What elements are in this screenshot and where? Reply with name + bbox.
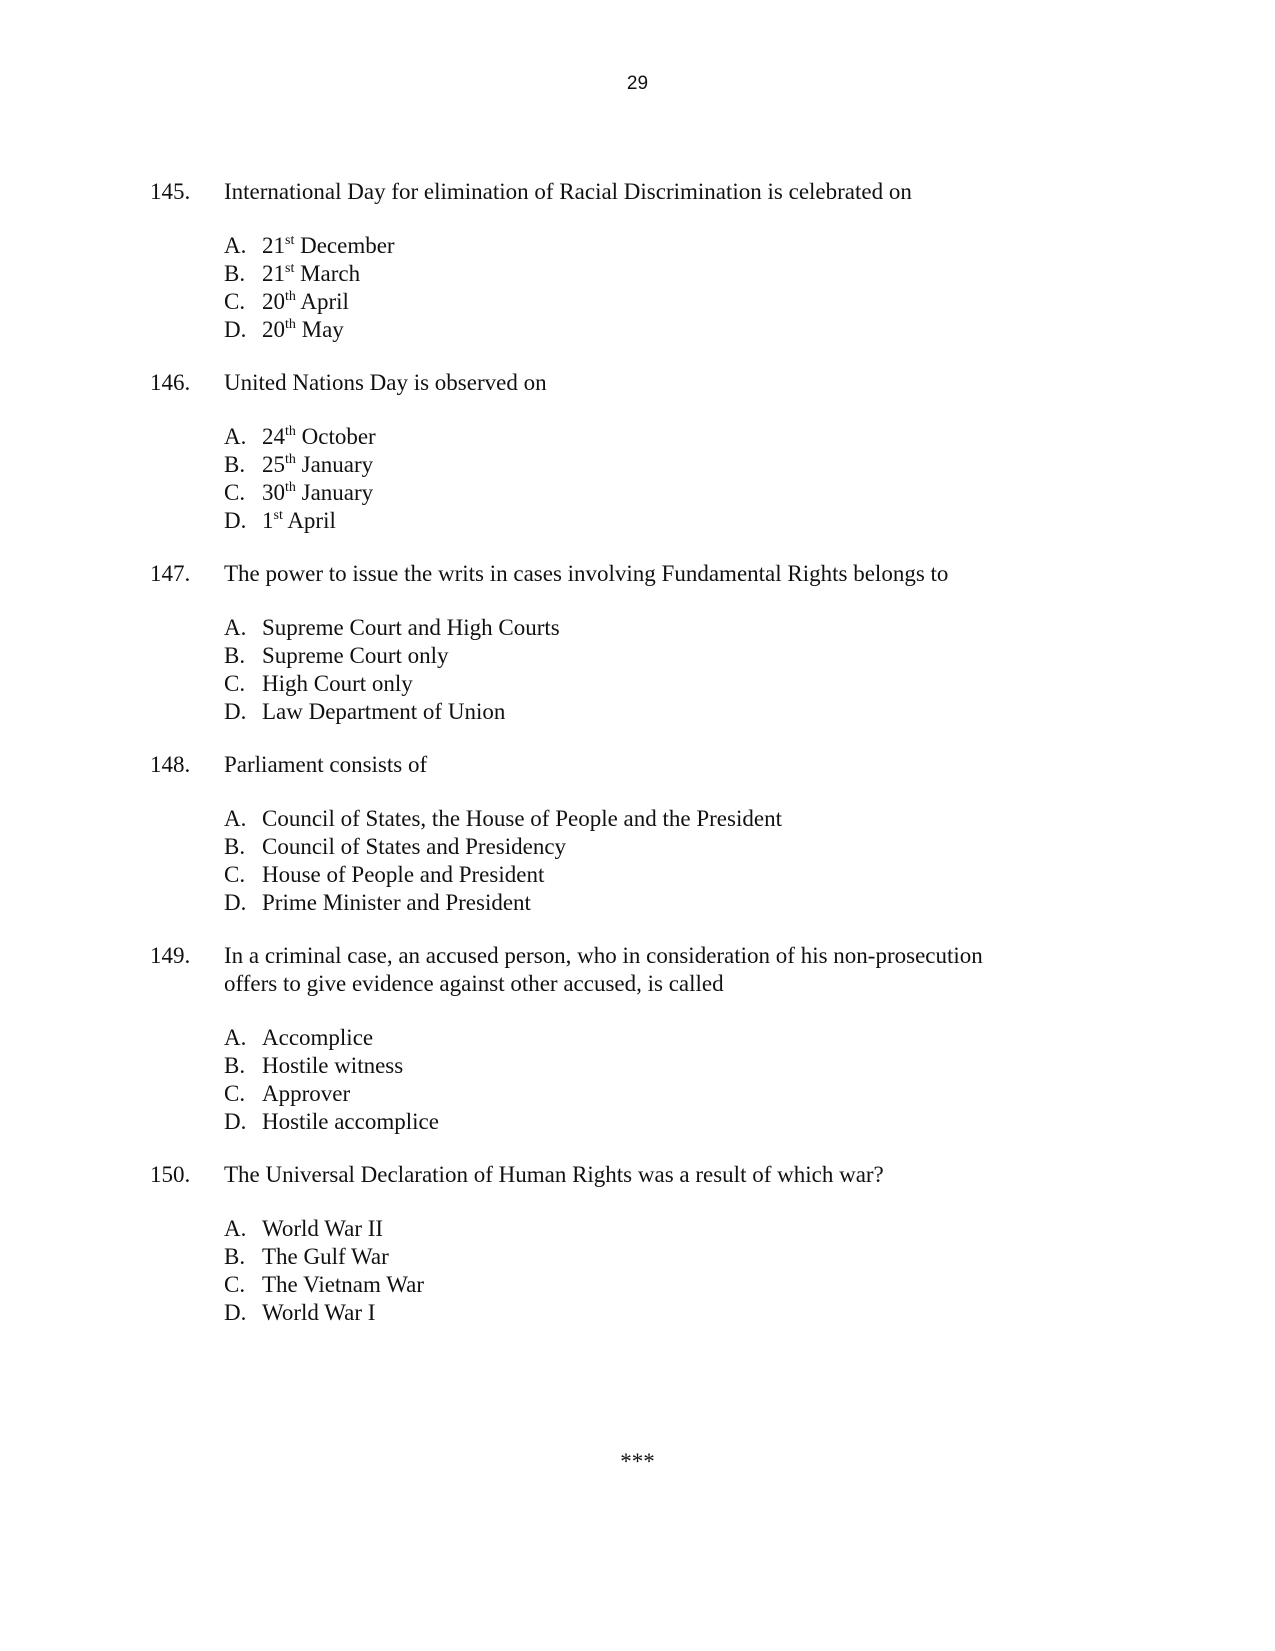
option-letter: B. <box>224 643 246 668</box>
question-text-continued: offers to give evidence against other accused, is called <box>224 971 724 996</box>
question-text: International Day for elimination of Racial Discrimination is celebrated on <box>224 179 912 204</box>
question-text: The Universal Declaration of Human Rights was a result of which war? <box>224 1162 884 1187</box>
option-letter: B. <box>224 1053 246 1078</box>
option-text: The Vietnam War <box>262 1272 424 1297</box>
option-d <box>150 1108 1150 1136</box>
option-b <box>150 451 1150 479</box>
option-letter: A. <box>224 1216 247 1241</box>
option-letter: B. <box>224 261 246 286</box>
option-letter: D. <box>224 1300 247 1325</box>
option-b <box>150 1052 1150 1080</box>
option-text: Prime Minister and President <box>262 890 531 915</box>
option-text: Supreme Court and High Courts <box>262 615 560 640</box>
option-d <box>150 316 1150 344</box>
option-letter: D. <box>224 1109 247 1134</box>
question-145 <box>150 178 1150 344</box>
option-a <box>150 423 1150 451</box>
option-letter: C. <box>224 1272 246 1297</box>
option-c <box>150 1271 1150 1299</box>
options-list <box>150 423 1150 535</box>
option-a <box>150 1215 1150 1243</box>
page-number: 29 <box>626 73 649 94</box>
end-of-section-mark: *** <box>620 1449 655 1474</box>
option-d <box>150 1299 1150 1327</box>
option-d <box>150 507 1150 535</box>
option-c <box>150 861 1150 889</box>
option-b <box>150 642 1150 670</box>
option-text: Law Department of Union <box>262 699 506 724</box>
option-text: Council of States, the House of People and the President <box>262 806 782 831</box>
question-149 <box>150 942 1150 1136</box>
option-letter: D. <box>224 890 247 915</box>
question-text: Parliament consists of <box>224 752 428 777</box>
options-list <box>150 614 1150 726</box>
option-text: Approver <box>262 1081 351 1106</box>
option-b <box>150 833 1150 861</box>
option-c <box>150 670 1150 698</box>
option-letter: C. <box>224 289 246 314</box>
option-text: Council of States and Presidency <box>262 834 567 859</box>
option-text: 30th January <box>262 480 374 505</box>
option-letter: A. <box>224 424 247 449</box>
option-letter: C. <box>224 671 246 696</box>
option-text: Hostile witness <box>262 1053 404 1078</box>
question-number: 146. <box>150 370 191 395</box>
option-d <box>150 889 1150 917</box>
question-text: The power to issue the writs in cases involving Fundamental Rights belongs to <box>224 561 949 586</box>
option-text: High Court only <box>262 671 413 696</box>
option-letter: A. <box>224 806 247 831</box>
option-a <box>150 805 1150 833</box>
options-list <box>150 232 1150 344</box>
option-b <box>150 260 1150 288</box>
option-text: 21st December <box>262 233 395 258</box>
option-b <box>150 1243 1150 1271</box>
option-c <box>150 479 1150 507</box>
option-letter: C. <box>224 1081 246 1106</box>
question-number: 147. <box>150 561 191 586</box>
option-text: Accomplice <box>262 1025 374 1050</box>
options-list <box>150 1215 1150 1327</box>
question-147 <box>150 560 1150 726</box>
option-text: 25th January <box>262 452 374 477</box>
option-letter: A. <box>224 233 247 258</box>
option-letter: C. <box>224 862 246 887</box>
option-text: 1st April <box>262 508 336 533</box>
question-text: In a criminal case, an accused person, who in consideration of his non-prosecution <box>224 943 983 968</box>
question-148 <box>150 751 1150 917</box>
option-text: House of People and President <box>262 862 545 887</box>
option-letter: A. <box>224 1025 247 1050</box>
question-number: 148. <box>150 752 191 777</box>
option-text: 20th April <box>262 289 349 314</box>
option-text: World War I <box>262 1300 376 1325</box>
option-a <box>150 1024 1150 1052</box>
option-letter: D. <box>224 508 247 533</box>
option-letter: B. <box>224 834 246 859</box>
option-text: The Gulf War <box>262 1244 389 1269</box>
option-d <box>150 698 1150 726</box>
question-150 <box>150 1161 1150 1327</box>
option-letter: C. <box>224 480 246 505</box>
option-letter: B. <box>224 452 246 477</box>
option-text: 24th October <box>262 424 376 449</box>
option-letter: A. <box>224 615 247 640</box>
option-c <box>150 1080 1150 1108</box>
options-list <box>150 1024 1150 1136</box>
option-letter: B. <box>224 1244 246 1269</box>
option-letter: D. <box>224 317 247 342</box>
option-c <box>150 288 1150 316</box>
option-text: World War II <box>262 1216 384 1241</box>
option-text: Hostile accomplice <box>262 1109 439 1134</box>
options-list <box>150 805 1150 917</box>
option-a <box>150 232 1150 260</box>
option-text: Supreme Court only <box>262 643 449 668</box>
option-a <box>150 614 1150 642</box>
question-number: 150. <box>150 1162 191 1187</box>
option-letter: D. <box>224 699 247 724</box>
question-number: 149. <box>150 943 191 968</box>
option-text: 20th May <box>262 317 344 342</box>
question-number: 145. <box>150 179 191 204</box>
question-146 <box>150 369 1150 535</box>
question-text: United Nations Day is observed on <box>224 370 547 395</box>
option-text: 21st March <box>262 261 361 286</box>
